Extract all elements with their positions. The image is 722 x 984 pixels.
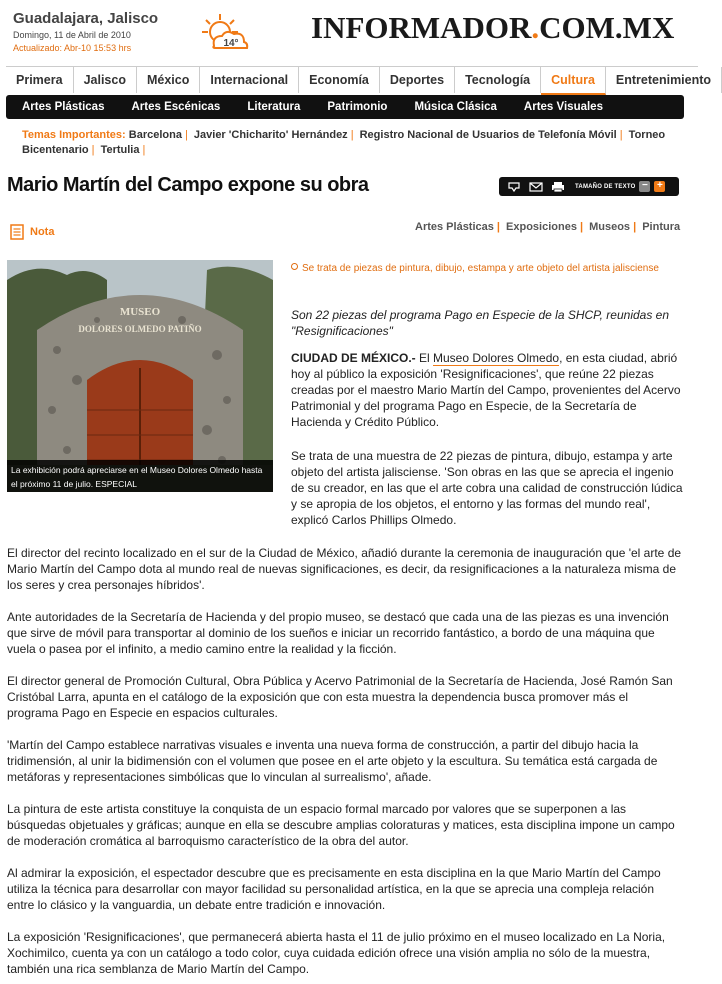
photo-caption: La exhibición podrá apreciarse en el Museo Dolores Olmedo hasta el próximo 11 de julio. ESPECIAL <box>7 460 273 492</box>
nav-jalisco[interactable]: Jalisco <box>74 67 137 93</box>
topic-link[interactable]: Torneo Bicentenario <box>22 129 666 156</box>
article-type-label: Nota <box>30 226 55 238</box>
tag-link[interactable]: Artes Plásticas <box>415 221 494 233</box>
topic-link[interactable]: Barcelona <box>128 129 182 141</box>
article-highlight <box>291 262 681 276</box>
trending-label: Temas Importantes: <box>22 129 126 141</box>
decrease-text-button[interactable]: − <box>639 181 650 192</box>
nav-cultura[interactable]: Cultura <box>541 67 606 95</box>
tag-link[interactable]: Pintura <box>642 221 681 233</box>
main-nav <box>6 66 712 95</box>
nav-deportes[interactable]: Deportes <box>380 67 455 93</box>
site-logo[interactable] <box>311 10 674 46</box>
article-paragraph: La pintura de este artista constituye la conquista de un espacio formal marcado por valores que se superponen a las búsquedas objetuales y gráficas; aunque en ella se descubre amplias coloraturas y matices, esta disciplina impone un campo de moderación cromática al barroquismo característico de la obra del autor. <box>7 802 675 848</box>
nav-internacional[interactable]: Internacional <box>200 67 299 93</box>
location-city: Guadalajara, Jalisco <box>13 10 159 27</box>
museum-sign: DOLORES OLMEDO PATIÑO <box>78 324 202 334</box>
article-photo <box>7 260 273 492</box>
topic-link[interactable]: Tertulia <box>100 144 140 156</box>
dateline: CIUDAD DE MÉXICO.- <box>291 351 416 365</box>
article-paragraph: Al admirar la exposición, el espectador descubre que es precisamente en esta disciplina en la que Mario Martín del Campo utiliza la técnica para desarrollar con mayor facilidad su personalidad artística, en la que se aprecia una compleja relación entre lo clásico y la vanguardia, un debate entre tradición e innovación. <box>7 866 661 912</box>
article-paragraph: 'Martín del Campo establece narrativas visuales e inventa una nueva forma de construcción, a partir del dibujo hacia la tridimensión, al unir la bidimensión con el volumen que posee en el arte objeto y la escultura. Su temática está cargada de metáforas y representaciones simbólicas que lo vinculan al surrealismo', añade. <box>7 738 658 784</box>
subnav-literatura[interactable]: Literatura <box>247 101 301 113</box>
article-toolbar <box>499 177 679 196</box>
subnav-musica-clasica[interactable]: Música Clásica <box>414 101 497 113</box>
tag-link[interactable]: Museos <box>589 221 631 233</box>
topic-link[interactable]: Registro Nacional de Usuarios de Telefonía Móvil <box>359 129 617 141</box>
nav-economia[interactable]: Economía <box>299 67 380 93</box>
nav-mexico[interactable]: México <box>137 67 200 93</box>
nav-primera[interactable]: Primera <box>6 67 74 93</box>
bullet-icon <box>291 263 298 270</box>
subnav-artes-escenicas[interactable]: Artes Escénicas <box>131 101 221 113</box>
nav-entretenimiento[interactable]: Entretenimiento <box>606 67 722 93</box>
current-date: Domingo, 11 de Abril de 2010 <box>13 30 131 40</box>
museum-link[interactable]: Museo Dolores Olmedo <box>433 351 560 365</box>
article-type <box>10 224 54 240</box>
article-paragraph: CIUDAD DE MÉXICO.- El Museo Dolores Olmedo, en esta ciudad, abrió hoy al público la exposición 'Resignificaciones', que reúne 22 piezas creadas por el maestro Mario Martín del Campo, provenientes del Acervo Patrimonial y del programa Pago en Especie, de la Secretaría de Hacienda y Crédito Público. <box>291 351 681 429</box>
sub-nav <box>6 95 684 119</box>
article-summary: Son 22 piezas del programa Pago en Especie de la SHCP, reunidas en "Resignificaciones" <box>291 308 670 338</box>
nav-tecnologia[interactable]: Tecnología <box>455 67 541 93</box>
email-icon[interactable] <box>529 181 543 193</box>
logo-dot: . <box>531 10 540 45</box>
temperature: 14° <box>223 38 239 49</box>
article-title: Mario Martín del Campo expone su obra <box>7 174 369 196</box>
logo-tld: COM.MX <box>539 10 675 45</box>
article-paragraph: El director general de Promoción Cultural, Obra Pública y Acervo Patrimonial de la Secretaría de Hacienda, José Ramón San Cristóbal Larra, apunta en el catálogo de la exposición que con esta muestra la dependencia busca promover más el programa Pago en Especie en espacios culturales. <box>7 674 673 720</box>
topic-link[interactable]: Javier 'Chicharito' Hernández <box>193 129 348 141</box>
article-paragraph: El director del recinto localizado en el sur de la Ciudad de México, añadió durante la ceremonia de inauguración que 'el arte de Mario Martín del Campo dota al mundo real de nuevas significaciones, es decir, da resignificaciones a la naturaleza misma de los seres y crea personajes híbridos'. <box>7 546 682 592</box>
trending-topics: Temas Importantes: Barcelona | Javier 'Chicharito' Hernández | Registro Nacional de Usuarios de Telefonía Móvil | Torneo Bicentenario | Tertulia | <box>22 129 666 156</box>
article-paragraph: Ante autoridades de la Secretaría de Hacienda y del propio museo, se destacó que cada una de las piezas es una invención que sirve de móvil para transportar al dominio de los sueños e iniciar un recorrido fantástico, a bordo de una máquina que vuela o pasea por el infinito, a medio camino entre la realidad y la ficción. <box>7 610 669 656</box>
article-tags: Artes Plásticas | Exposiciones | Museos | Pintura <box>415 221 681 233</box>
share-icon[interactable] <box>507 181 521 193</box>
highlight-text: Se trata de piezas de pintura, dibujo, estampa y arte objeto del artista jalisciense <box>302 263 659 274</box>
site-header <box>0 0 698 62</box>
subnav-artes-plasticas[interactable]: Artes Plásticas <box>22 101 105 113</box>
print-icon[interactable] <box>551 181 565 193</box>
increase-text-button[interactable]: + <box>654 181 665 192</box>
document-icon <box>10 224 24 240</box>
text-size-label: TAMAÑO DE TEXTO <box>575 183 636 190</box>
article-paragraph: La exposición 'Resignificaciones', que permanecerá abierta hasta el 11 de julio próximo en el museo localizado en La Noria, Xochimilco, cuenta ya con un catálogo a todo color, cuya cuidada edición ofrece una visión amplia no sólo de la muestra, también una rica semblanza de Mario Martín del Campo. <box>7 930 666 976</box>
subnav-patrimonio[interactable]: Patrimonio <box>327 101 388 113</box>
museum-gate-image <box>7 260 273 492</box>
subnav-artes-visuales[interactable]: Artes Visuales <box>523 101 603 113</box>
weather-widget[interactable] <box>198 12 258 54</box>
last-updated: Actualizado: Abr-10 15:53 hrs <box>13 43 132 53</box>
article-paragraph: Se trata de una muestra de 22 piezas de pintura, dibujo, estampa y arte objeto del artista jalisciense. 'Son obras en las que se aprecia el ingenio de su creador, en las que el arte cobra una calidad de construcción lúdica y se apropia de los objetos, el entorno y las formas del mundo real', explicó Carlos Phillips Olmedo. <box>291 449 683 527</box>
logo-main: INFORMADOR <box>311 10 532 45</box>
tag-link[interactable]: Exposiciones <box>506 221 577 233</box>
museum-sign: MUSEO <box>119 306 161 318</box>
partly-cloudy-icon <box>198 12 258 54</box>
